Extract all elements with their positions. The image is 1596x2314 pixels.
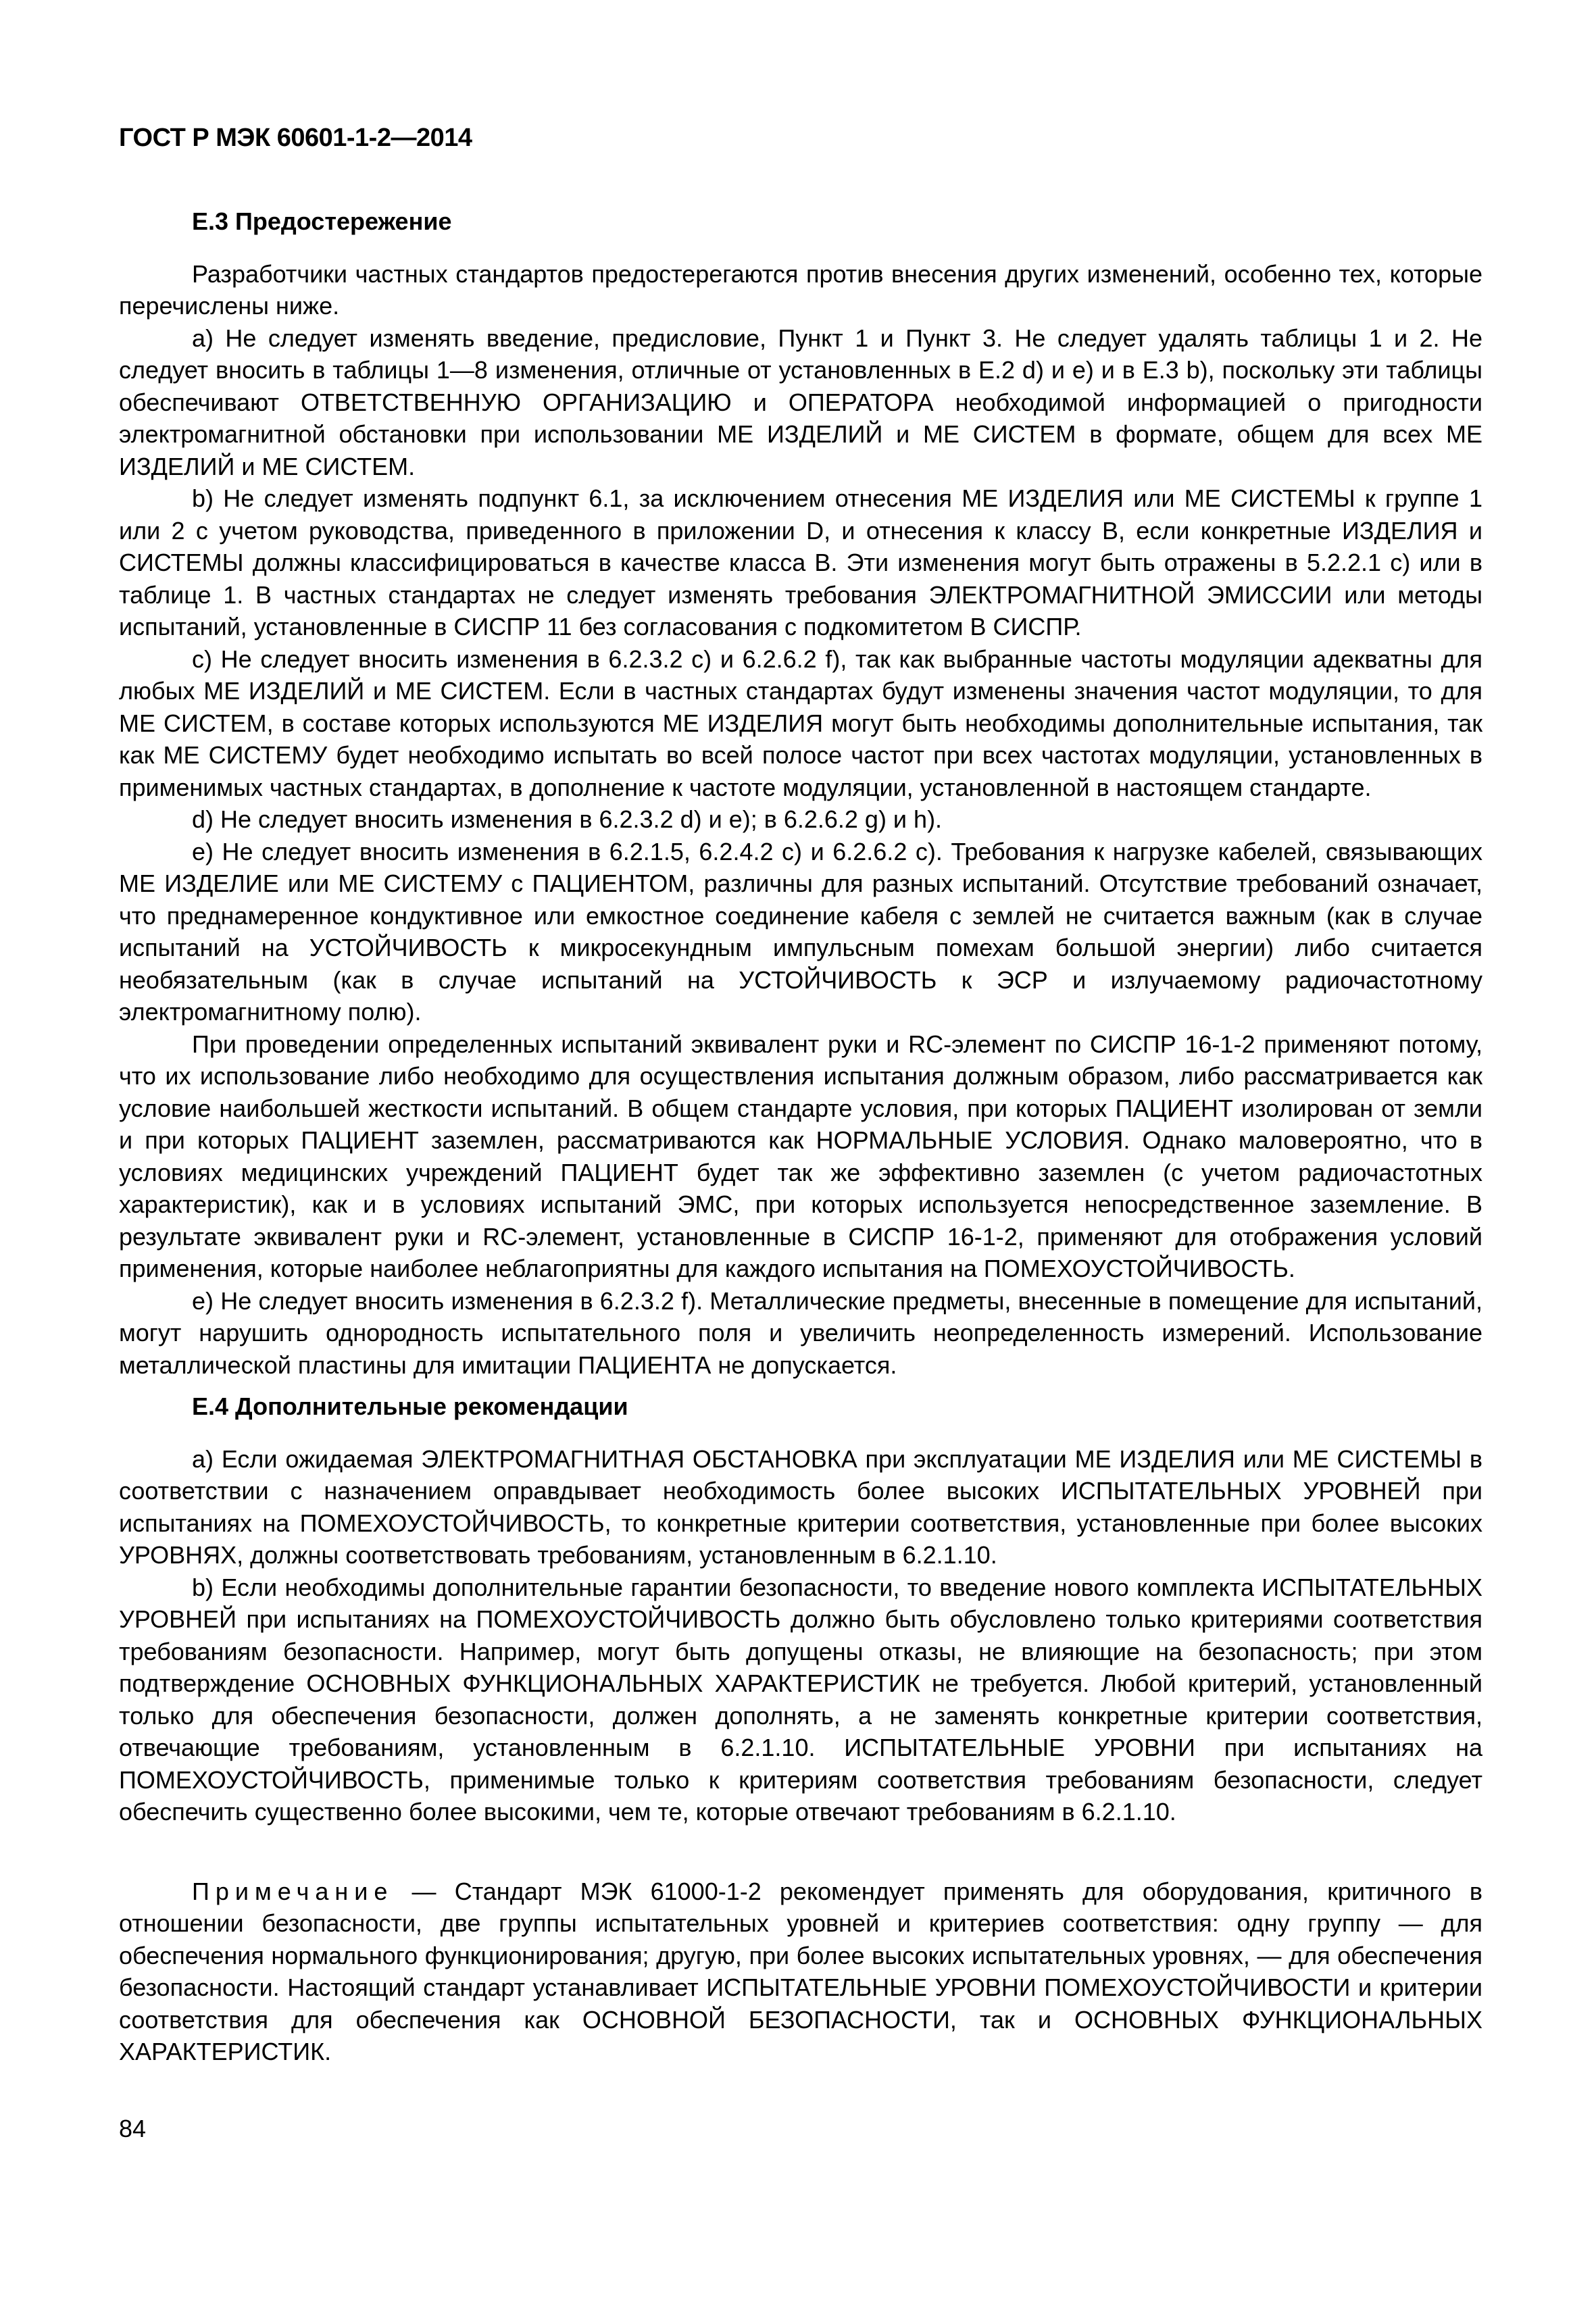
paragraph: b) Не следует изменять подпункт 6.1, за исключением отнесения МЕ ИЗДЕЛИЯ или МЕ СИСТЕМЫ к группе 1 или 2 с учетом руководства, приведенного в приложении D, и отнесения к классу В, если конкретные ИЗДЕЛИЯ и СИСТЕМЫ должны классифицироваться в качестве класса В. Эти изменения могут быть отражены в 5.2.2.1 с) или в таблице 1. В частных стандартах не следует изменять требования ЭЛЕКТРОМАГНИТНОЙ ЭМИССИИ или методы испытаний, установленные в СИСПР 11 без согласования с подкомитетом В СИСПР. (119, 484, 1482, 640)
note-paragraph (119, 1876, 1482, 2068)
paragraph: b) Если необходимы дополнительные гарантии безопасности, то введение нового комплекта ИСПЫТАТЕЛЬНЫХ УРОВНЕЙ при испытаниях на ПОМЕХОУСТОЙЧИВОСТЬ должно быть обусловлено только критериями соответствия требованиям безопасности. Например, могут быть допущены отказы, не влияющие на безопасность; при этом подтверждение ОСНОВНЫХ ФУНКЦИОНАЛЬНЫХ ХАРАКТЕРИСТИК не требуется. Любой критерий, установленный только для обеспечения безопасности, должен дополнять, а не заменять конкретные критерии соответствия, отвечающие требованиям, установленным в 6.2.1.10. ИСПЫТАТЕЛЬНЫЕ УРОВНИ при испытаниях на ПОМЕХОУСТОЙЧИВОСТЬ, применимые только к критериям соответствия требованиям безопасности, следует обеспечить существенно более высокими, чем те, которые отвечают требованиям в 6.2.1.10. (119, 1573, 1482, 1826)
paragraph: a) Не следует изменять введение, предисловие, Пункт 1 и Пункт 3. Не следует удалять таблицы 1 и 2. Не следует вносить в таблицы 1—8 изменения, отличные от установленных в Е.2 d) и е) и в Е.3 b), поскольку эти таблицы обеспечивают ОТВЕТСТВЕННУЮ ОРГАНИЗАЦИЮ и ОПЕРАТОРА необходимой информацией о пригодности электромагнитной обстановки при использовании МЕ ИЗДЕЛИЙ и МЕ СИСТЕМ в формате, общем для всех МЕ ИЗДЕЛИЙ и МЕ СИСТЕМ. (119, 324, 1482, 480)
note-text: — Стандарт МЭК 61000-1-2 рекомендует применять для оборудования, критичного в отношении безопасности, две группы испытательных уровней и критериев соответствия: одну группу — для обеспечения нормального функционирования; другую, при более высоких испытательных уровнях, — для обеспечения безопасности. Настоящий стандарт устанавливает ИСПЫТАТЕЛЬНЫЕ УРОВНИ ПОМЕХОУСТОЙЧИВОСТИ и критерии соответствия для обеспечения как ОСНОВНОЙ БЕЗОПАСНОСТИ, так и ОСНОВНЫХ ФУНКЦИОНАЛЬНЫХ ХАРАКТЕРИСТИК. (119, 1877, 1482, 2065)
paragraph: c) Не следует вносить изменения в 6.2.3.2 с) и 6.2.6.2 f), так как выбранные частоты модуляции адекватны для любых МЕ ИЗДЕЛИЙ и МЕ СИСТЕМ. Если в частных стандартах будут изменены значения частот модуляции, то для МЕ СИСТЕМ, в составе которых используются МЕ ИЗДЕЛИЯ могут быть необходимы дополнительные испытания, так как МЕ СИСТЕМУ будет необходимо испытать во всей полосе частот при всех частотах модуляции, установленных в применимых частных стандартах, в дополнение к частоте модуляции, установленной в настоящем стандарте. (119, 645, 1482, 801)
paragraph: Разработчики частных стандартов предостерегаются против внесения других изменений, особенно тех, которые перечислены ниже. (119, 259, 1482, 320)
paragraph: e) Не следует вносить изменения в 6.2.1.5, 6.2.4.2 с) и 6.2.6.2 с). Требования к нагрузке кабелей, связывающих МЕ ИЗДЕЛИЕ или МЕ СИСТЕМУ с ПАЦИЕНТОМ, различны для разных испытаний. Отсутствие требований означает, что преднамеренное кондуктивное или емкостное соединение кабеля с землей не считается важным (как в случае испытаний на УСТОЙЧИВОСТЬ к микросекундным импульсным помехам большой энергии) либо считается необязательным (как в случае испытаний на УСТОЙЧИВОСТЬ к ЭСР и излучаемому радиочастотному электромагнитному полю). (119, 837, 1482, 1026)
paragraph: a) Если ожидаемая ЭЛЕКТРОМАГНИТНАЯ ОБСТАНОВКА при эксплуатации МЕ ИЗДЕЛИЯ или МЕ СИСТЕМЫ в соответствии с назначением оправдывает необходимость более высоких ИСПЫТАТЕЛЬНЫХ УРОВНЕЙ при испытаниях на ПОМЕХОУСТОЙЧИВОСТЬ, то конкретные критерии соответствия, установленные при более высоких УРОВНЯХ, должны соответствовать требованиям, установленным в 6.2.1.10. (119, 1444, 1482, 1569)
section-title-e3: Е.3 Предостережение (192, 207, 452, 235)
section-title-e4: Е.4 Дополнительные рекомендации (192, 1392, 628, 1420)
paragraph: При проведении определенных испытаний эквивалент руки и RC-элемент по СИСПР 16-1-2 применяют потому, что их использование либо необходимо для осуществления испытания должным образом, либо рассматривается как условие наибольшей жесткости испытаний. В общем стандарте условия, при которых ПАЦИЕНТ изолирован от земли и при которых ПАЦИЕНТ заземлен, рассматриваются как НОРМАЛЬНЫЕ УСЛОВИЯ. Однако маловероятно, что в условиях медицинских учреждений ПАЦИЕНТ будет так же эффективно заземлен (с учетом радиочастотных характеристик), как и в условиях испытаний ЭМС, при которых используется непосредственное заземление. В результате эквивалент руки и RC-элемент, установленные в СИСПР 16-1-2, применяют для отображения условий применения, которые наиболее неблагоприятны для каждого испытания на ПОМЕХОУСТОЙЧИВОСТЬ. (119, 1030, 1482, 1282)
paragraph: d) Не следует вносить изменения в 6.2.3.2 d) и е); в 6.2.6.2 g) и h). (192, 805, 943, 833)
standard-designation: ГОСТ Р МЭК 60601-1-2—2014 (119, 124, 472, 152)
note-label: Примечание (192, 1877, 394, 1905)
paragraph: e) Не следует вносить изменения в 6.2.3.2 f). Металлические предметы, внесенные в помещение для испытаний, могут нарушить однородность испытательного поля и увеличить неопределенность измерений. Использование металлической пластины для имитации ПАЦИЕНТА не допускается. (119, 1286, 1482, 1379)
page-number: 84 (119, 2115, 147, 2142)
page-body (119, 200, 1482, 2068)
